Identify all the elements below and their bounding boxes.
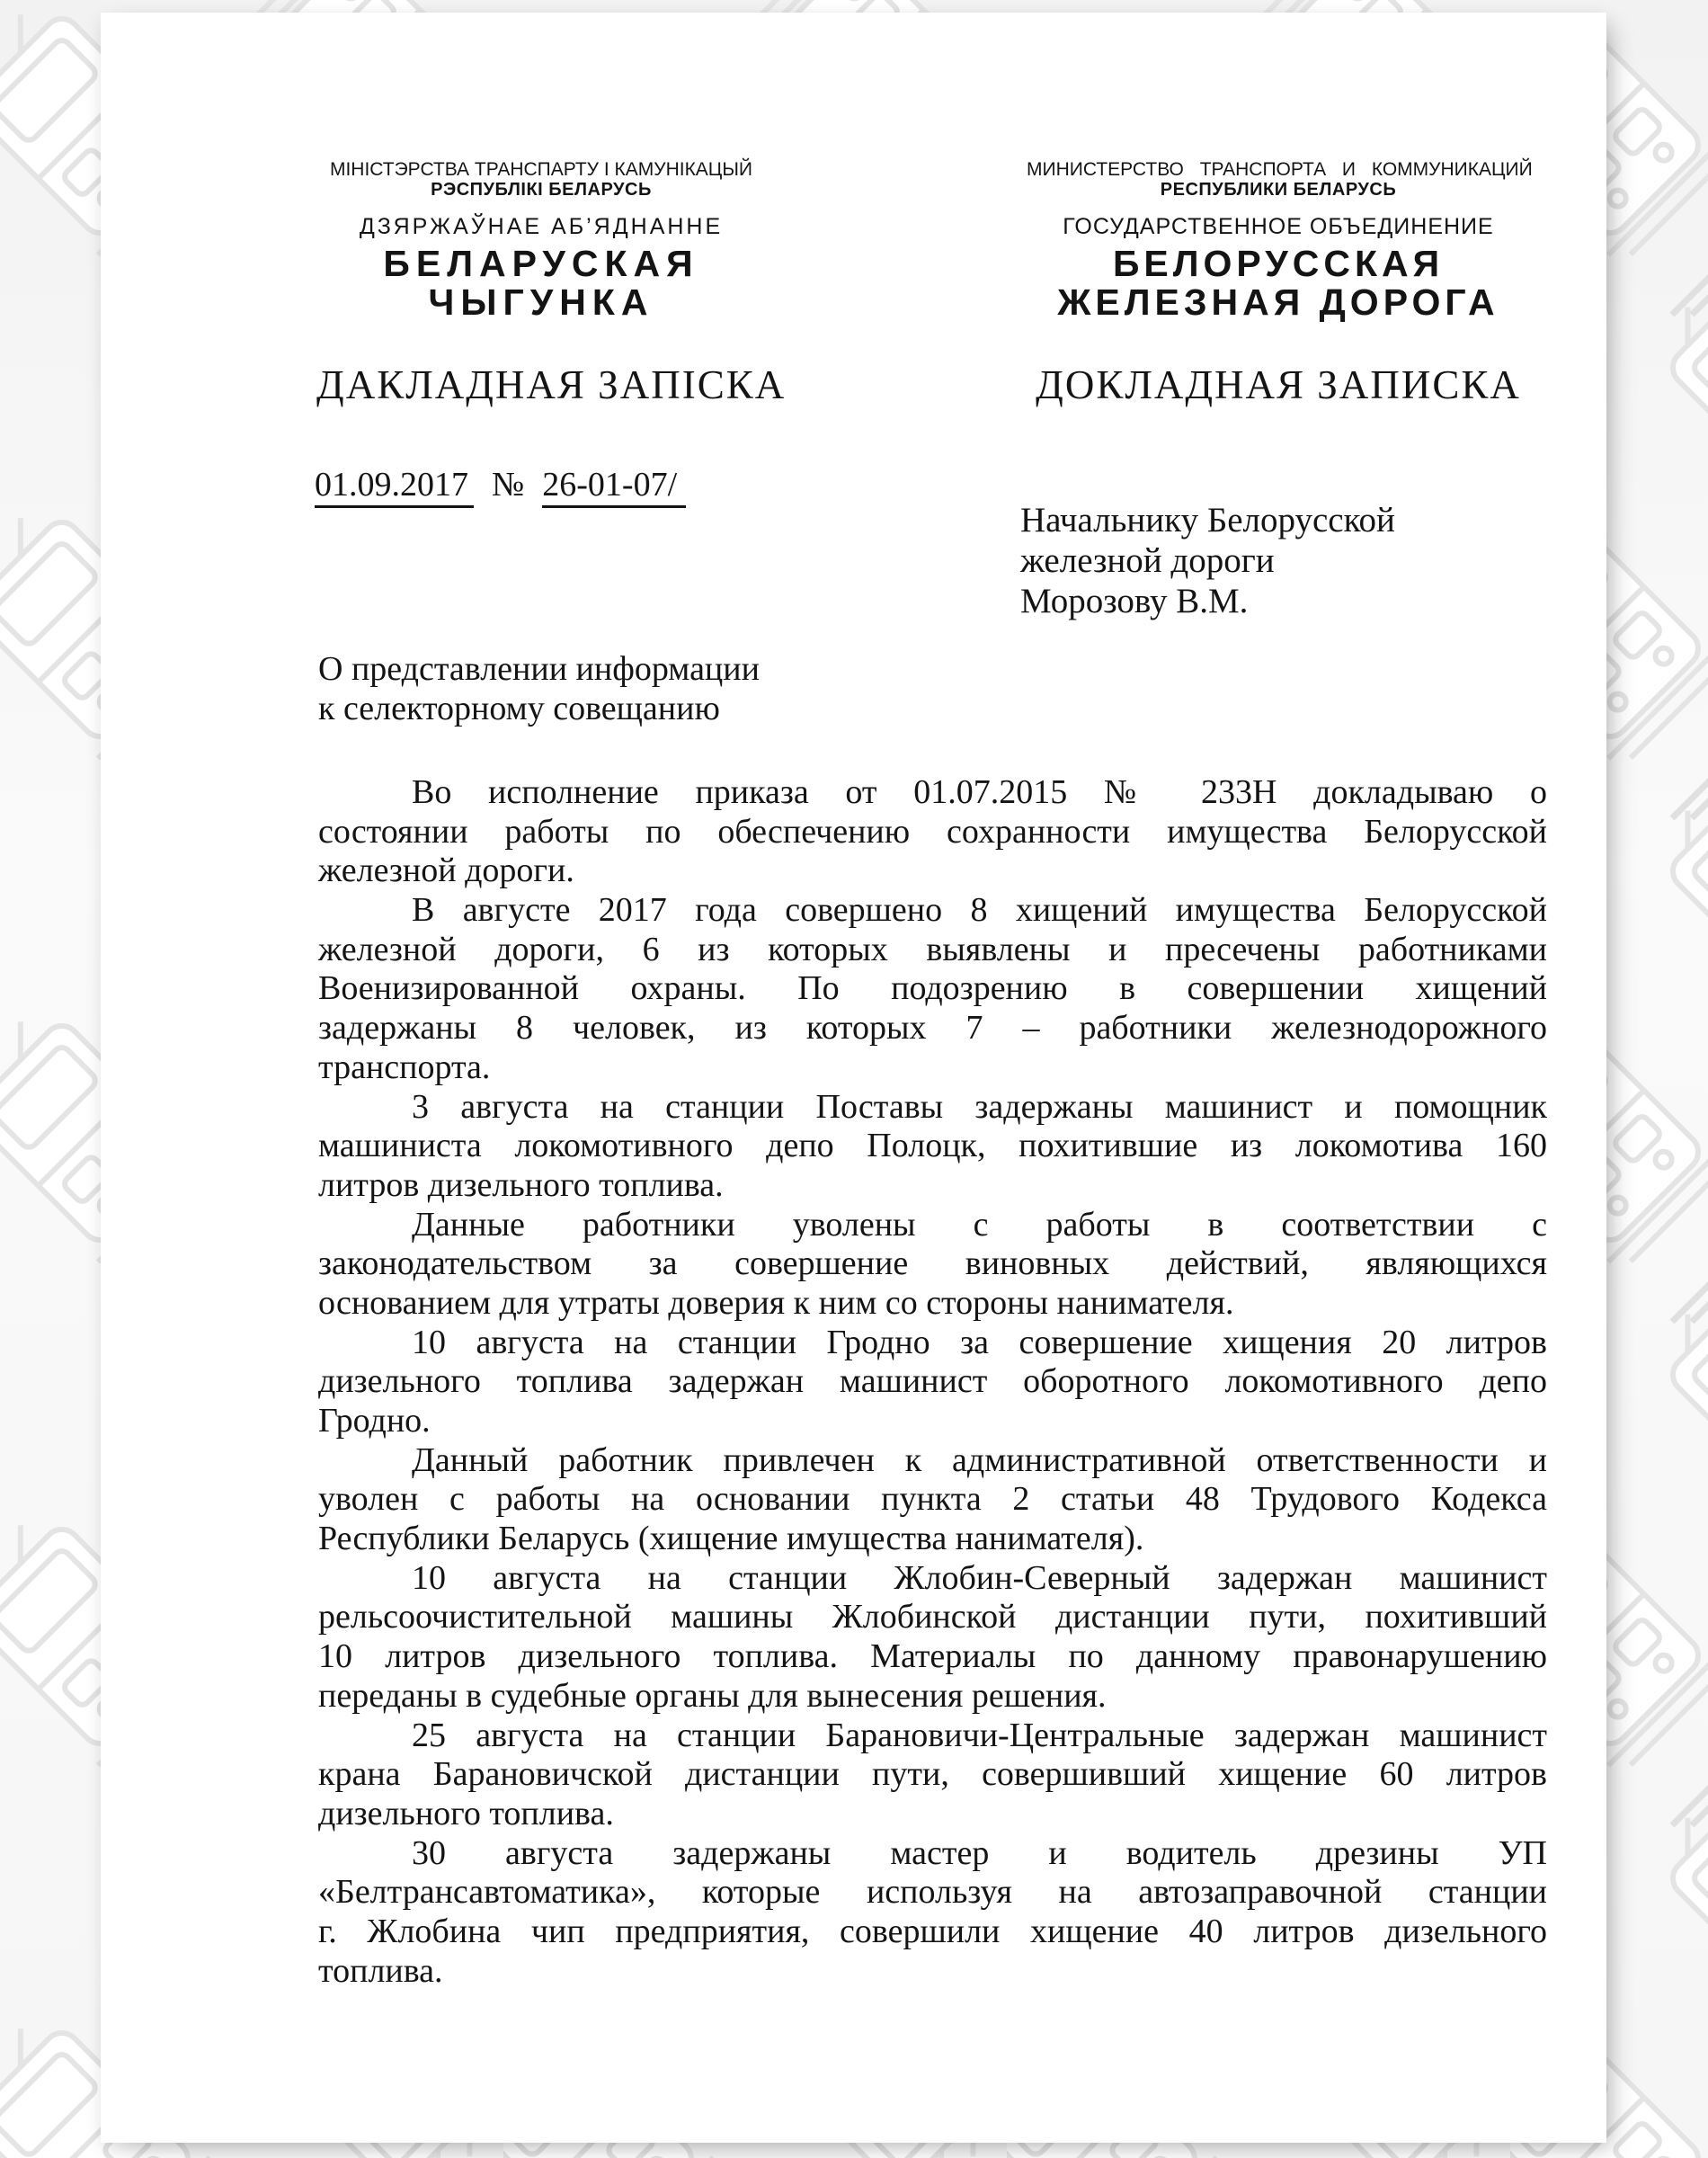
- body-line: г. Жлобина чип предприятия, совершили хищение 40 литров дизельного: [318, 1912, 1547, 1950]
- body-line: Гродно.: [318, 1402, 431, 1440]
- body-line: 30 августа задержаны мастер и водитель дрезины УП: [412, 1833, 1547, 1872]
- ministry-name-by: МІНІСТЭРСТВА ТРАНСПАРТУ І КАМУНІКАЦЫЙ: [329, 159, 753, 180]
- body-line: законодательством за совершение виновных действий, являющихся: [318, 1244, 1547, 1283]
- body-line: задержаны 8 человек, из которых 7 – работники железнодорожного: [318, 1009, 1547, 1048]
- republic-name-by: РЭСПУБЛІКІ БЕЛАРУСЬ: [431, 180, 652, 200]
- body-line: 10 литров дизельного топлива. Материалы по данному правонарушению: [318, 1637, 1547, 1676]
- body-line: литров дизельного топлива.: [318, 1165, 724, 1204]
- subject-block: [318, 649, 760, 728]
- subject-line: к селекторному совещанию: [318, 690, 720, 727]
- body-line: Данные работники уволены с работы в соответствии с: [412, 1205, 1547, 1244]
- date-field: 01.09.2017: [315, 466, 474, 508]
- body-line: «Белтрансавтоматика», которые используя на автозаправочной станции: [318, 1873, 1547, 1912]
- body-line: топлива.: [318, 1951, 443, 1990]
- number-field: 26-01-07/: [542, 466, 686, 508]
- document-page: [101, 13, 1606, 2143]
- body-line: железной дороги, 6 из которых выявлены и пресечены работниками: [318, 930, 1547, 968]
- addressee-block: [1020, 500, 1395, 621]
- body-line: дизельного топлива.: [318, 1794, 614, 1833]
- body-line: переданы в судебные органы для вынесения решения.: [318, 1676, 1107, 1715]
- org-name-by-line1: БЕЛАРУСКАЯ: [383, 243, 699, 284]
- ministry-name-ru: МИНИСТЕРСТВО ТРАНСПОРТА И КОММУНИКАЦИЙ: [1027, 159, 1533, 180]
- doc-type-title-ru: ДОКЛАДНАЯ ЗАПИСКА: [1036, 362, 1521, 407]
- body-line: железной дороги.: [318, 852, 574, 890]
- republic-name-ru: РЕСПУБЛИКИ БЕЛАРУСЬ: [1160, 180, 1397, 200]
- body-line: крана Барановичской дистанции пути, совершивший хищение 60 литров: [318, 1755, 1547, 1794]
- org-type-by: ДЗЯРЖАЎНАЕ АБ’ЯДНАННЕ: [359, 214, 724, 239]
- body-line: Республики Беларусь (хищение имущества нанимателя).: [318, 1520, 1144, 1558]
- org-name-by-line2: ЧЫГУНКА: [428, 281, 654, 323]
- body-line: рельсоочистительной машины Жлобинской дистанции пути, похитивший: [318, 1598, 1547, 1636]
- org-type-ru: ГОСУДАРСТВЕННОЕ ОБЪЕДИНЕНИЕ: [1063, 214, 1494, 239]
- body-line: состоянии работы по обеспечению сохранности имущества Белорусской: [318, 812, 1547, 851]
- letterhead-left: [316, 159, 787, 407]
- addressee-line: железной дороги: [1020, 541, 1275, 580]
- body-line: транспорта.: [318, 1048, 491, 1086]
- body-line: Военизированной охраны. По подозрению в совершении хищений: [318, 969, 1547, 1008]
- doc-type-title-by: ДАКЛАДНАЯ ЗАПІСКА: [316, 362, 787, 407]
- body-line: Данный работник привлечен к административной ответственности и: [412, 1440, 1547, 1479]
- org-name-ru-line2: ЖЕЛЕЗНАЯ ДОРОГА: [1057, 281, 1499, 323]
- body-line: Во исполнение приказа от 01.07.2015 № 233Н докладываю о: [412, 773, 1547, 811]
- subject-line: О представлении информации: [318, 650, 760, 688]
- body-line: 3 августа на станции Поставы задержаны машинист и помощник: [412, 1087, 1547, 1126]
- body-line: В августе 2017 года совершено 8 хищений имущества Белорусской: [412, 891, 1547, 930]
- body-line: уволен с работы на основании пункта 2 статьи 48 Трудового Кодекса: [318, 1480, 1547, 1519]
- letterhead-right: [1027, 159, 1533, 407]
- org-name-ru-line1: БЕЛОРУССКАЯ: [1112, 243, 1445, 284]
- reference-line: [315, 465, 686, 504]
- addressee-line: Начальнику Белорусской: [1020, 501, 1395, 540]
- body-line: 10 августа на станции Гродно за совершение хищения 20 литров: [412, 1323, 1547, 1361]
- body-line: 25 августа на станции Барановичи-Центральные задержан машинист: [412, 1716, 1547, 1754]
- body-line: основанием для утраты доверия к ним со стороны нанимателя.: [318, 1283, 1234, 1322]
- body-line: дизельного топлива задержан машинист оборотного локомотивного депо: [318, 1362, 1547, 1401]
- number-sign: №: [492, 466, 525, 504]
- body-text: [318, 773, 1547, 1991]
- body-line: машиниста локомотивного депо Полоцк, похитившие из локомотива 160: [318, 1127, 1547, 1165]
- body-line: 10 августа на станции Жлобин-Северный задержан машинист: [412, 1558, 1547, 1597]
- addressee-line: Морозову В.М.: [1020, 582, 1249, 620]
